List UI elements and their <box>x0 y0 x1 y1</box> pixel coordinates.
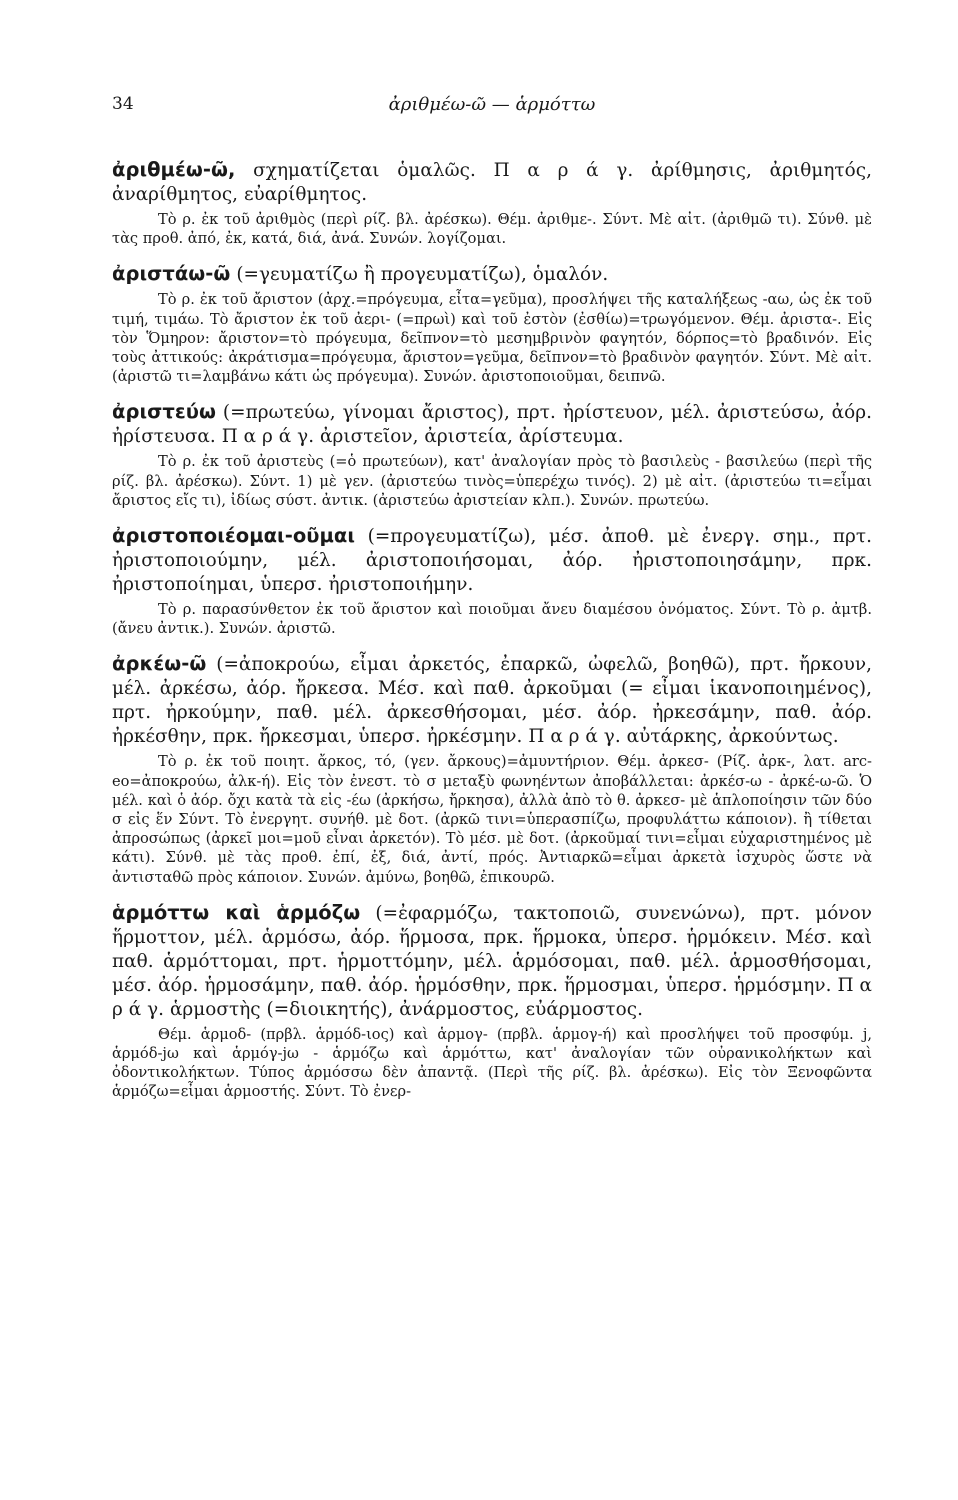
entry-arithmeo <box>112 158 872 248</box>
entry-aristopoieomai <box>112 524 872 638</box>
entry-main-text <box>112 901 872 1022</box>
entry-lemma: ἀρκέω-ῶ <box>112 652 207 676</box>
entry-etymology: Τὸ ρ. ἐκ τοῦ ἀριστεὺς (=ὁ πρωτεύων), κατ' ἀναλογίαν πρὸς τὸ βασιλεὺς - βασιλεύω (περὶ τῆς ρίζ. βλ. ἀρέσκω). Σύντ. 1) μὲ γεν. (ἀριστεύω τινὸς=ὑπερέχω τινός). 2) μὲ αἰτ. (ἀριστεύω τι=εἶμαι ἄριστος εἴς τι), ἰδίως σύστ. ἀντικ. (ἀριστεύω ἀριστείαν κλπ.). Συνών. πρωτεύω. <box>112 453 872 509</box>
entry-lemma: ἁρμόττω καὶ ἁρμόζω <box>112 900 361 924</box>
running-title: ἀριθμέω-ῶ — ἁρμόττω <box>388 94 596 115</box>
entry-definition: (=ἀποκρούω, εἶμαι ἀρκετός, ἐπαρκῶ, ὠφελῶ, βοηθῶ), πρτ. ἤρκουν, μέλ. ἀρκέσω, ἀόρ. ἤρκεσα. Μέσ. καὶ παθ. ἀρκοῦμαι (= εἶμαι ἱκανοποιημένος), πρτ. ἠρκούμην, παθ. μέλ. ἀρκεσθήσομαι, μέσ. ἀόρ. ἠρκεσάμην, παθ. ἀόρ. ἠρκέσθην, πρκ. ἤρκεσμαι, ὑπερσ. ἠρκέσμην. Π α ρ ά γ. αὐτάρκης, ἀρκούντως. <box>112 654 872 748</box>
entry-harmotto <box>112 901 872 1102</box>
entry-main-text <box>112 652 872 749</box>
entry-etymology: Τὸ ρ. ἐκ τοῦ ἄριστον (ἀρχ.=πρόγευμα, εἶτα=γεῦμα), προσλήψει τῆς καταλήξεως -αω, ὡς ἐκ τοῦ τιμή, τιμάω. Τὸ ἄριστον ἐκ τοῦ ἀερι- (=πρωὶ) καὶ τοῦ ἐστὸν (ἐσθίω)=τρωγόμενον. Θέμ. ἀριστα-. Εἰς τὸν Ὅμηρον: ἄριστον=τὸ πρόγευμα, δεῖπνον=τὸ μεσημβρινὸν φαγητόν, δόρπος=τὸ βραδινόν. Εἰς τοὺς ἀττικούς: ἀκράτισμα=πρόγευμα, ἄριστον=γεῦμα, δεῖπνον=τὸ βραδινὸν φαγητόν. Σύντ. Μὲ αἰτ. (ἀριστῶ τι=λαμβάνω κάτι ὡς πρόγευμα). Συνών. ἀριστοποιοῦμαι, δειπνῶ. <box>112 291 872 386</box>
entry-definition: (=γευματίζω ἢ προγευματίζω), ὁμαλόν. <box>230 264 609 286</box>
entry-definition: (=πρωτεύω, γίνομαι ἄριστος), πρτ. ἠρίστευον, μέλ. ἀριστεύσω, ἀόρ. ἠρίστευσα. Π α ρ ά γ. ἀριστεῖον, ἀριστεία, ἀρίστευμα. <box>112 402 872 448</box>
entry-lemma: ἀριστεύω <box>112 400 216 424</box>
entry-etymology: Τὸ ρ. ἐκ τοῦ ποιητ. ἄρκος, τό, (γεν. ἄρκους)=ἀμυντήριον. Θέμ. ἀρκεσ- (Ρίζ. ἀρκ-, λατ. arc-eo=ἀποκρούω, ἀλκ-ή). Εἰς τὸν ἐνεστ. τὸ σ μεταξὺ φωνηέντων ἀποβάλλεται: ἀρκέσ-ω - ἀρκέ-ω-ῶ. Ὁ μέλ. καὶ ὁ ἀόρ. ὄχι κατὰ τὰ εἰς -έω (ἀρκήσω, ἤρκησα), ἀλλὰ ἀπὸ τὸ θ. ἀρκεσ- μὲ ἁπλοποίησιν τῶν δύο σ εἰς ἕν Σύντ. Τὸ ἐνεργητ. συνήθ. μὲ δοτ. (ἀρκῶ τινι=ὑπερασπίζω, προφυλάττω κάποιον). ἢ τίθεται ἀπροσώπως (ἀρκεῖ μοι=μοῦ εἶναι ἀρκετόν). Τὸ μέσ. μὲ δοτ. (ἀρκοῦμαί τινι=εἶμαι εὐχαριστημένος μὲ κάτι). Σύνθ. μὲ τὰς προθ. ἐπί, ἐξ, διά, ἀντί, πρός. Ἀντιαρκῶ=εἶμαι ἀρκετὰ ἰσχυρὸς ὥστε νὰ ἀντισταθῶ πρὸς κάποιον. Συνών. ἀμύνω, βοηθῶ, ἐπικουρῶ. <box>112 753 872 886</box>
entry-main-text <box>112 158 872 207</box>
entry-aristeuo <box>112 400 872 510</box>
entry-lemma: ἀριθμέω-ῶ, <box>112 158 236 181</box>
entry-arkeo <box>112 652 872 886</box>
entry-definition: (=ἐφαρμόζω, τακτοποιῶ, συνενώνω), πρτ. μόνον ἥρμοττον, μέλ. ἁρμόσω, ἀόρ. ἥρμοσα, πρκ. ἥρμοκα, ὑπερσ. ἡρμόκειν. Μέσ. καὶ παθ. ἁρμόττομαι, πρτ. ἡρμοττόμην, μέλ. ἁρμόσομαι, παθ. μέλ. ἁρμοσθήσομαι, μέσ. ἀόρ. ἡρμοσάμην, παθ. ἀόρ. ἡρμόσθην, πρκ. ἥρμοσμαι, ὑπερσ. ἡρμόσμην. Π α ρ ά γ. ἁρμοστὴς (=διοικητής), ἀνάρμοστος, εὐάρμοστος. <box>112 902 872 1020</box>
entry-lemma: ἀριστάω-ῶ <box>112 262 231 286</box>
entry-main-text <box>112 524 872 597</box>
entry-definition: σχηματίζεται ὁμαλῶς. Π α ρ ά γ. ἀρίθμησις, ἀριθμητός, ἀναρίθμητος, εὐαρίθμητος. <box>112 160 872 205</box>
entry-aristao <box>112 262 872 386</box>
entry-etymology: Θέμ. ἁρμοδ- (πρβλ. ἁρμόδ-ιος) καὶ ἁρμογ- (πρβλ. ἁρμογ-ή) καὶ προσλήψει τοῦ προσφύμ. j, ἁρμόδ-jω καὶ ἁρμόγ-jω - ἁρμόζω καὶ ἁρμόττω, κατ' ἀναλογίαν τῶν οὐρανικολήκτων καὶ ὀδοντικολήκτων. Τύπος ἁρμόσσω δὲν ἀπαντᾷ. (Περὶ τῆς ρίζ. βλ. ἀρέσκω). Εἰς τὸν Ξενοφῶντα ἁρμόζω=εἶμαι ἁρμοστής. Σύντ. Τὸ ἐνερ- <box>112 1025 872 1101</box>
entry-main-text <box>112 262 872 287</box>
entry-etymology: Τὸ ρ. παρασύνθετον ἐκ τοῦ ἄριστον καὶ ποιοῦμαι ἄνευ διαμέσου ὀνόματος. Σύντ. Τὸ ρ. ἀμτβ. (ἄνευ ἀντικ.). Συνών. ἀριστῶ. <box>112 601 872 638</box>
page-header <box>112 94 872 122</box>
entry-lemma: ἀριστοποιέομαι-οῦμαι <box>112 524 355 548</box>
entry-etymology: Τὸ ρ. ἐκ τοῦ ἀριθμὸς (περὶ ρίζ. βλ. ἀρέσκω). Θέμ. ἀριθμε-. Σύντ. Μὲ αἰτ. (ἀριθμῶ τι). Σύνθ. μὲ τὰς προθ. ἀπό, ἐκ, κατά, διά, ἀνά. Συνών. λογίζομαι. <box>112 211 872 248</box>
entry-definition: (=προγευματίζω), μέσ. ἀποθ. μὲ ἐνεργ. σημ., πρτ. ἠριστοποιούμην, μέλ. ἀριστοποιήσομαι, ἀόρ. ἠριστοποιησάμην, πρκ. ἠριστοποίημαι, ὑπερσ. ἠριστοποιήμην. <box>112 526 872 596</box>
entry-main-text <box>112 400 872 449</box>
dictionary-page <box>112 94 872 1116</box>
page-number: 34 <box>112 94 134 114</box>
